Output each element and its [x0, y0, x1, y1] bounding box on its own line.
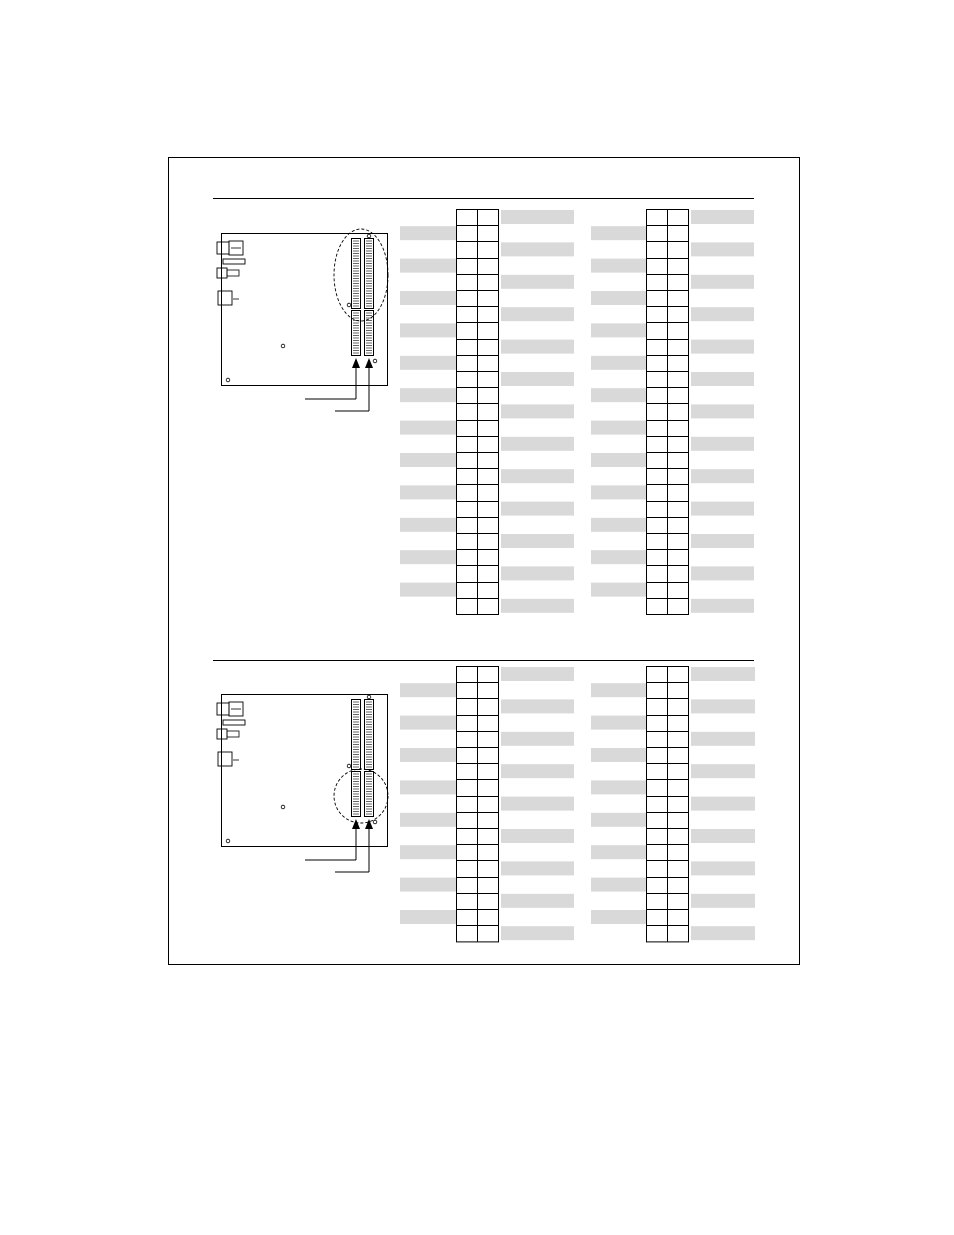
- signal-label-left: [591, 878, 647, 892]
- circuit-board-outline: [222, 234, 388, 386]
- signal-label-left: [591, 453, 647, 467]
- signal-label-right: [501, 340, 574, 354]
- signal-label-left: [591, 485, 647, 499]
- signal-label-right: [501, 210, 574, 224]
- signal-label-right: [501, 764, 574, 778]
- signal-label-right: [691, 797, 755, 811]
- signal-label-right: [501, 829, 574, 843]
- signal-label-left: [400, 356, 456, 370]
- signal-label-left: [591, 813, 647, 827]
- pinout-table-lower-left: [400, 666, 574, 942]
- signal-label-right: [501, 926, 574, 940]
- signal-label-left: [591, 323, 647, 337]
- signal-label-left: [591, 356, 647, 370]
- section-lower: [213, 661, 755, 942]
- signal-label-left: [591, 780, 647, 794]
- arrow-head-2: [365, 358, 373, 368]
- signal-label-right: [501, 894, 574, 908]
- mounting-hole: [281, 344, 285, 348]
- terminal-strip: [227, 731, 239, 737]
- signal-label-left: [591, 550, 647, 564]
- signal-label-right: [691, 534, 754, 548]
- mounting-hole: [347, 303, 351, 307]
- signal-label-right: [691, 469, 754, 483]
- signal-label-right: [501, 566, 574, 580]
- signal-label-right: [691, 861, 755, 875]
- signal-label-right: [691, 667, 755, 681]
- signal-label-left: [591, 748, 647, 762]
- signal-label-left: [400, 748, 456, 762]
- mounting-hole: [347, 764, 351, 768]
- signal-label-right: [501, 534, 574, 548]
- signal-label-right: [691, 829, 755, 843]
- pinout-table-upper-right: [591, 209, 754, 615]
- jumper-block: [223, 720, 245, 725]
- signal-label-left: [400, 878, 456, 892]
- header-component: [218, 291, 232, 305]
- ribbon-headers: [352, 700, 374, 817]
- signal-label-right: [501, 732, 574, 746]
- circuit-board-outline: [222, 695, 388, 847]
- signal-label-right: [501, 275, 574, 289]
- signal-label-left: [400, 518, 456, 532]
- signal-label-right: [501, 437, 574, 451]
- signal-label-right: [501, 404, 574, 418]
- signal-label-right: [691, 437, 754, 451]
- signal-label-right: [691, 340, 754, 354]
- signal-label-right: [691, 764, 755, 778]
- signal-label-right: [501, 861, 574, 875]
- signal-label-right: [501, 469, 574, 483]
- signal-label-right: [501, 372, 574, 386]
- signal-label-left: [591, 845, 647, 859]
- signal-label-left: [400, 845, 456, 859]
- signal-label-right: [691, 599, 754, 613]
- signal-label-left: [400, 485, 456, 499]
- signal-label-right: [501, 242, 574, 256]
- section-upper: [213, 199, 754, 615]
- arrow-head-1: [352, 819, 360, 829]
- pinout-table-lower-right: [591, 666, 755, 942]
- signal-label-left: [400, 323, 456, 337]
- callout-arrows: [305, 819, 373, 872]
- ribbon-header-1: [352, 700, 361, 817]
- signal-label-left: [591, 226, 647, 240]
- signal-label-right: [691, 732, 755, 746]
- signal-label-right: [691, 699, 755, 713]
- jumper-block: [223, 259, 245, 264]
- signal-label-left: [400, 421, 456, 435]
- signal-label-left: [400, 716, 456, 730]
- ribbon-header-1: [352, 239, 361, 356]
- mounting-hole: [373, 820, 377, 824]
- signal-label-right: [691, 502, 754, 516]
- signal-label-left: [400, 453, 456, 467]
- board-illustration: [217, 229, 388, 411]
- mounting-hole: [367, 695, 371, 699]
- signal-label-left: [591, 583, 647, 597]
- signal-label-right: [501, 699, 574, 713]
- signal-label-left: [400, 583, 456, 597]
- signal-label-right: [691, 894, 755, 908]
- power-jack: [217, 703, 229, 715]
- signal-label-right: [501, 502, 574, 516]
- mounting-hole: [373, 359, 377, 363]
- signal-label-right: [691, 242, 754, 256]
- mounting-hole: [367, 234, 371, 238]
- pinout-table-upper-left: [400, 209, 574, 615]
- signal-label-right: [691, 372, 754, 386]
- signal-label-left: [591, 910, 647, 924]
- signal-label-right: [501, 307, 574, 321]
- terminal-strip: [227, 270, 239, 276]
- signal-label-right: [691, 566, 754, 580]
- mounting-hole: [226, 378, 230, 382]
- signal-label-left: [591, 683, 647, 697]
- signal-label-left: [591, 421, 647, 435]
- signal-label-right: [691, 275, 754, 289]
- signal-label-left: [591, 716, 647, 730]
- signal-label-right: [501, 599, 574, 613]
- arrow-head-1: [352, 358, 360, 368]
- signal-label-right: [501, 797, 574, 811]
- signal-label-left: [400, 226, 456, 240]
- signal-label-right: [501, 667, 574, 681]
- signal-label-left: [400, 813, 456, 827]
- board-illustration: [217, 695, 388, 873]
- signal-label-left: [591, 388, 647, 402]
- signal-label-right: [691, 926, 755, 940]
- signal-label-left: [400, 259, 456, 273]
- signal-label-right: [691, 404, 754, 418]
- ribbon-header-2: [365, 700, 374, 817]
- ribbon-header-2: [365, 239, 374, 356]
- signal-label-left: [400, 550, 456, 564]
- header-component: [218, 752, 232, 766]
- signal-label-left: [400, 388, 456, 402]
- ribbon-headers: [352, 239, 374, 356]
- signal-label-left: [400, 291, 456, 305]
- signal-label-left: [591, 518, 647, 532]
- signal-label-left: [591, 259, 647, 273]
- callout-arrows: [305, 358, 373, 411]
- signal-label-right: [691, 210, 754, 224]
- signal-label-left: [591, 291, 647, 305]
- power-jack: [217, 242, 229, 254]
- mounting-hole: [281, 805, 285, 809]
- mounting-hole: [226, 839, 230, 843]
- signal-label-left: [400, 780, 456, 794]
- signal-label-right: [691, 307, 754, 321]
- signal-label-left: [400, 683, 456, 697]
- signal-label-left: [400, 910, 456, 924]
